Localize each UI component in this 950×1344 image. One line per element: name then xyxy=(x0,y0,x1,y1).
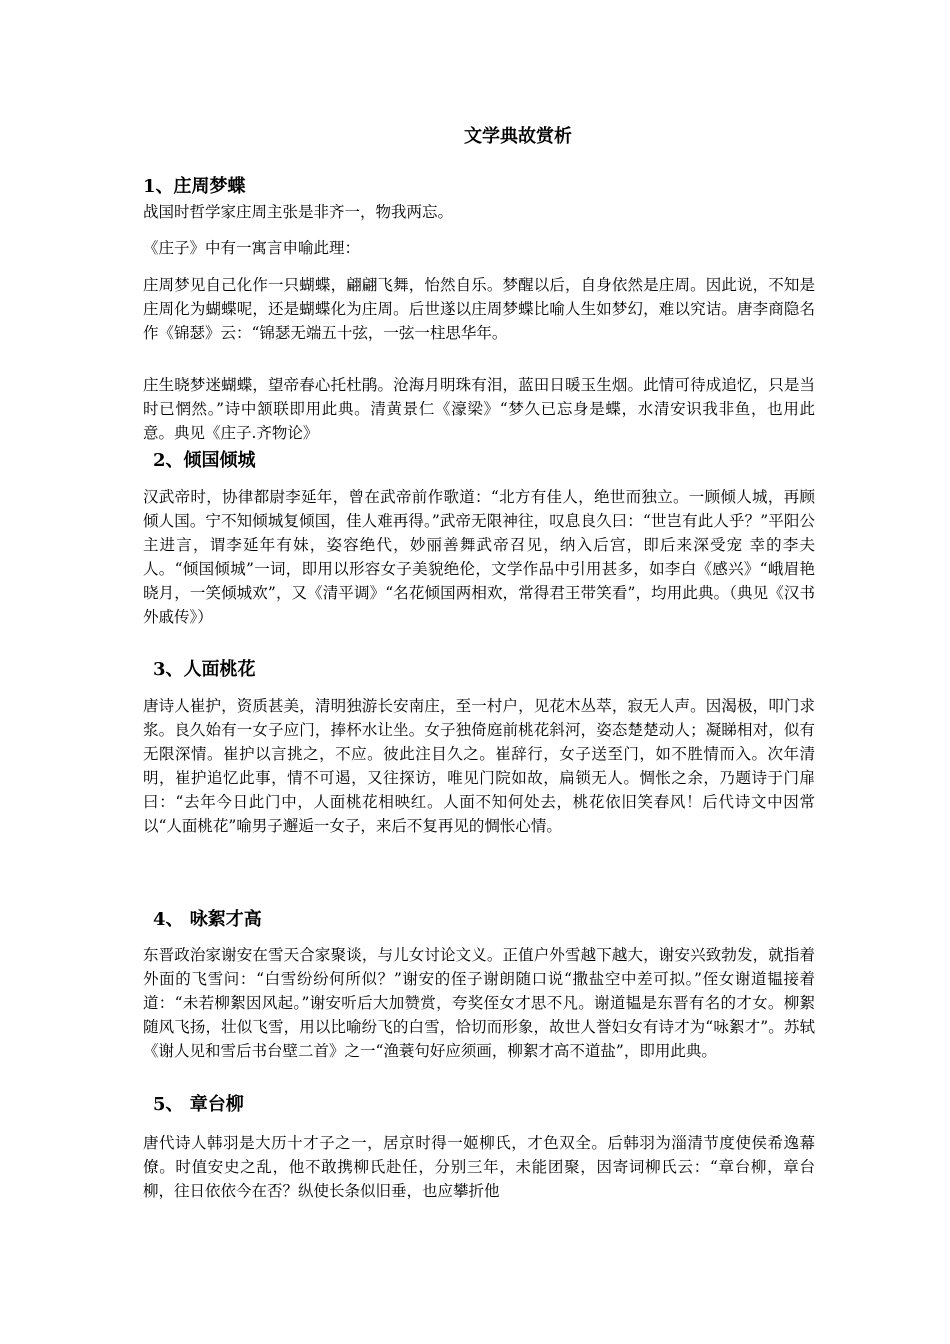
section-heading: 2、倾国倾城 xyxy=(153,450,256,471)
paragraph: 东晋政治家谢安在雪天合家聚谈，与儿女讨论文义。正值户外雪越下越大，谢安兴致勃发，就指着外面的飞雪问：“白雪纷纷何所似？”谢安的侄子谢朗随口说“撒盐空中差可拟。”侄女谢道韫接着道：“未若柳絮因风起。”谢安听后大加赞赏，夸奖侄女才思不凡。谢道韫是东晋有名的才女。柳絮随风飞扬，壮似飞雪，用以比喻纷飞的白雪，恰切而形象，故世人誉妇女有诗才为“咏絮才”。苏轼《谢人见和雪后书台壁二首》之一“渔蓑句好应须画，柳絮才高不道盐”，即用此典。 xyxy=(143,946,815,1060)
section-heading: 4、 咏絮才高 xyxy=(153,909,262,930)
section-heading: 5、 章台柳 xyxy=(153,1094,244,1115)
paragraph: 战国时哲学家庄周主张是非齐一，物我两忘。 xyxy=(143,203,454,221)
document-title: 文学典故赏析 xyxy=(464,126,572,147)
section-heading: 3、人面桃花 xyxy=(153,659,256,680)
paragraph: 唐代诗人韩羽是大历十才子之一，居京时得一姬柳氏，才色双全。后韩羽为淄清节度使侯希逸幕僚。时值安史之乱，他不敢携柳氏赴任，分别三年，未能团聚，因寄词柳氏云：“章台柳，章台柳，往日依依今在否？纵使长条似旧垂，也应攀折他 xyxy=(143,1134,815,1200)
section-heading: 1、庄周梦蝶 xyxy=(143,176,246,197)
paragraph: 庄生晓梦迷蝴蝶，望帝春心托杜鹃。沧海月明珠有泪，蓝田日暖玉生烟。此情可待成追忆，只是当时已惘然。”诗中颔联即用此典。清黄景仁《濠梁》“梦久已忘身是蝶，水清安识我非鱼，也用此意。典见《庄子.齐物论》 xyxy=(143,376,815,442)
paragraph: 汉武帝时，协律都尉李延年，曾在武帝前作歌道：“北方有佳人，绝世而独立。一顾倾人城，再顾倾人国。宁不知倾城复倾国，佳人难再得。”武帝无限神往，叹息良久曰：“世岂有此人乎？”平阳公主进言，谓李延年有妹，姿容绝代，妙丽善舞武帝召见，纳入后宫，即后来深受宠 幸的李夫人。“倾国倾城”一词，即用以形容女子美貌绝伦，文学作品中引用甚多，如李白《感兴》“峨眉艳晓月，一笑倾城欢”，又《清平调》“名花倾国两相欢，常得君王带笑看”，均用此典。（典见《汉书外戚传》） xyxy=(143,488,815,626)
paragraph: 庄周梦见自己化作一只蝴蝶，翩翩飞舞，怡然自乐。梦醒以后，自身依然是庄周。因此说，不知是庄周化为蝴蝶呢，还是蝴蝶化为庄周。后世遂以庄周梦蝶比喻人生如梦幻，难以究诘。唐李商隐名作《锦瑟》云：“锦瑟无端五十弦，一弦一柱思华年。 xyxy=(143,276,815,342)
paragraph: 唐诗人崔护，资质甚美，清明独游长安南庄，至一村户，见花木丛萃，寂无人声。因渴极，叩门求浆。良久始有一女子应门，捧杯水让坐。女子独倚庭前桃花斜河，姿态楚楚动人；凝睇相对，似有无限深情。崔护以言挑之，不应。彼此注目久之。崔辞行，女子送至门，如不胜情而入。次年清明，崔护追忆此事，情不可遏，又往探访，唯见门院如故，扁锁无人。惆怅之余，乃题诗于门扉曰：“去年今日此门中，人面桃花相映红。人面不知何处去，桃花依旧笑春风！后代诗文中因常以“人面桃花”喻男子邂逅一女子，来后不复再见的惆怅心情。 xyxy=(143,697,815,835)
paragraph: 《庄子》中有一寓言申喻此理： xyxy=(143,239,361,257)
